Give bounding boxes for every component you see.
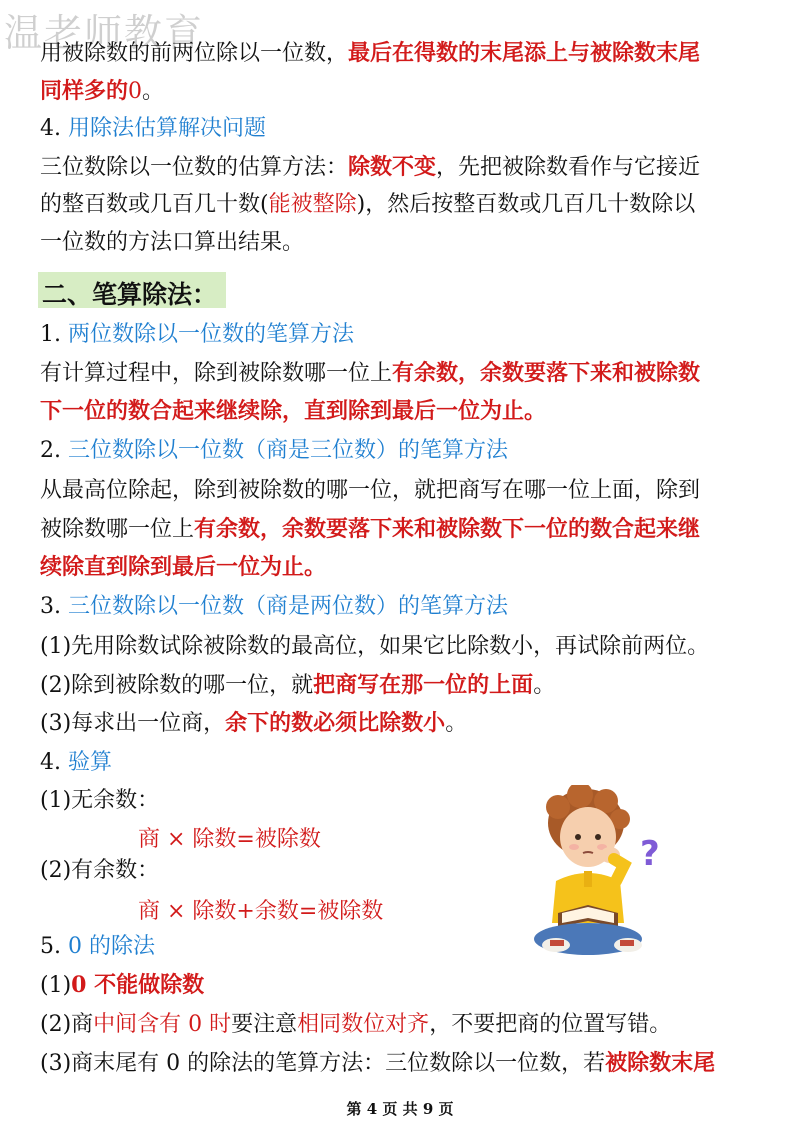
text-span: ，先把被除数看作与它接近 xyxy=(436,155,701,180)
highlight-span: 0 不能做除数 xyxy=(71,972,205,998)
text-line xyxy=(40,76,164,107)
subheading-number: 4. xyxy=(40,116,61,141)
subheading-number: 2. xyxy=(40,438,61,463)
text-span: 。 xyxy=(445,711,468,736)
highlight-span: 续除直到除到最后一位为止。 xyxy=(40,554,327,580)
text-span: 的整百数或几百几十数( xyxy=(40,192,269,217)
highlight-span: 中间含有 0 时 xyxy=(93,1012,232,1037)
text-line xyxy=(40,396,546,427)
highlight-span: 把商写在那一位的上面 xyxy=(313,672,534,698)
subheading-title: 0 xyxy=(68,934,82,959)
text-line xyxy=(40,552,326,583)
text-line xyxy=(40,190,695,220)
text-line xyxy=(40,1010,671,1040)
text-line xyxy=(40,514,700,545)
subheading xyxy=(40,748,112,778)
thinking-boy-illustration xyxy=(528,785,670,965)
subheading-number: 4. xyxy=(40,750,61,775)
text-line xyxy=(40,670,555,701)
text-span: (2)商 xyxy=(40,1012,94,1037)
text-line xyxy=(40,476,700,506)
subheading-number: 5. xyxy=(40,934,61,959)
subheading xyxy=(40,436,508,466)
text-span: 被除数哪一位上 xyxy=(40,517,195,542)
text-span: 一位数的方法口算出结果。 xyxy=(40,230,305,255)
highlight-span: 余下的数必须比除数小 xyxy=(225,710,446,736)
text-span: (2)除到被除数的哪一位，就 xyxy=(40,673,314,698)
text-span: (2)有余数： xyxy=(40,858,160,883)
text-line xyxy=(40,856,159,886)
section-heading: 二、笔算除法： xyxy=(42,280,218,309)
highlight-span: 有余数，余数要落下来和被除数下一位的数合起来继 xyxy=(194,516,701,542)
text-span: 要注意 xyxy=(231,1012,298,1037)
text-line xyxy=(40,708,467,739)
subheading xyxy=(40,114,266,144)
text-span: (1) xyxy=(40,973,72,998)
highlight-span: 有余数，余数要落下来和被除数 xyxy=(392,360,701,386)
subheading-title: 三位数除以一位数（商是三位数）的笔算方法 xyxy=(68,438,509,463)
highlight-span: 被除数末尾 xyxy=(605,1050,716,1076)
highlight-span: 0 xyxy=(128,79,143,104)
watermark: 温老师教育 xyxy=(4,11,205,55)
formula-with-remainder: 商 × 除数+余数=被除数 xyxy=(138,899,384,924)
subheading-title: 两位数除以一位数的笔算方法 xyxy=(68,322,355,347)
subheading-number: 1. xyxy=(40,322,61,347)
text-span: ，不要把商的位置写错。 xyxy=(429,1012,672,1037)
text-span: 用被除数的前两位除以一位数， xyxy=(40,41,349,66)
subheading-title: 的除法 xyxy=(89,934,156,959)
text-span: (1)无余数： xyxy=(40,788,160,813)
text-line xyxy=(40,228,304,258)
text-line xyxy=(40,1048,715,1079)
text-line xyxy=(40,786,159,816)
formula-no-remainder: 商 × 除数=被除数 xyxy=(138,827,321,852)
text-span: (3)商末尾有 0 的除法的笔算方法：三位数除以一位数，若 xyxy=(40,1051,606,1076)
text-span: )，然后按整百数或几百几十数除以 xyxy=(356,192,696,217)
highlight-span: 能被整除 xyxy=(268,192,357,217)
text-span: 。 xyxy=(533,673,556,698)
highlight-span: 除数不变 xyxy=(348,154,437,180)
highlight-span: 相同数位对齐 xyxy=(297,1012,430,1037)
subheading-title: 三位数除以一位数（商是两位数）的笔算方法 xyxy=(68,594,509,619)
text-span: (3)每求出一位商， xyxy=(40,711,226,736)
page-footer: 第 4 页 共 9 页 xyxy=(346,1100,454,1118)
highlight-span: 同样多的 xyxy=(40,78,129,104)
text-line xyxy=(40,152,700,183)
subheading xyxy=(40,932,155,962)
text-span: 三位数除以一位数的估算方法： xyxy=(40,155,349,180)
subheading-title: 验算 xyxy=(68,750,113,775)
text-line xyxy=(40,970,204,1001)
text-line xyxy=(40,632,709,662)
text-line xyxy=(40,38,700,69)
highlight-span: 最后在得数的末尾添上与被除数末尾 xyxy=(348,40,701,66)
highlight-span: 下一位的数合起来继续除，直到除到最后一位为止。 xyxy=(40,398,547,424)
svg-text:?: ? xyxy=(640,834,660,874)
text-span: (1)先用除数试除被除数的最高位，如果它比除数小，再试除前两位。 xyxy=(40,634,710,659)
subheading xyxy=(40,592,508,622)
text-line xyxy=(40,358,700,389)
text-span: 从最高位除起，除到被除数的哪一位，就把商写在哪一位上面，除到 xyxy=(40,478,701,503)
text-span: 有计算过程中，除到被除数哪一位上 xyxy=(40,361,393,386)
subheading xyxy=(40,320,354,350)
subheading-title: 用除法估算解决问题 xyxy=(68,116,267,141)
text-span: 。 xyxy=(142,79,165,104)
subheading-number: 3. xyxy=(40,594,61,619)
